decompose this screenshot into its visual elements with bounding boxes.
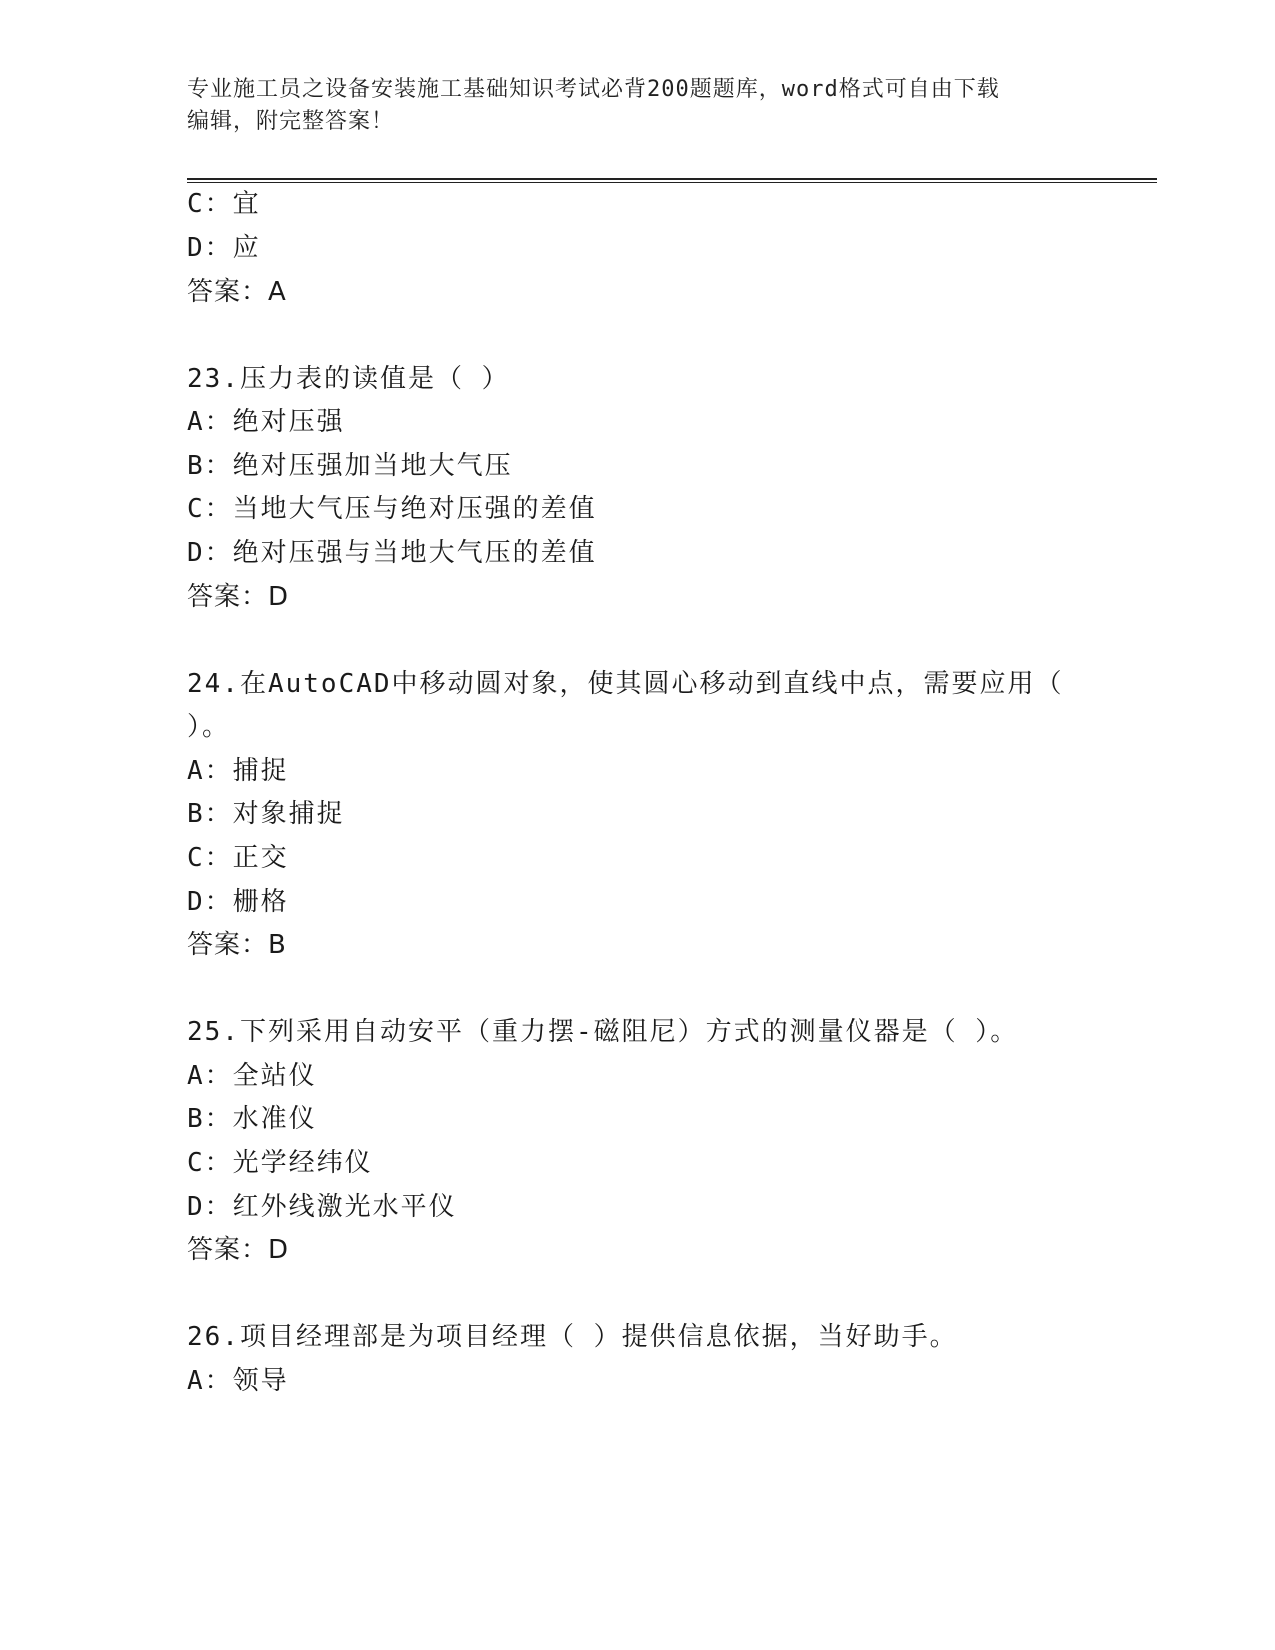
q24-question-line1: 24.在AutoCAD中移动圆对象，使其圆心移动到直线中点，需要应用（ <box>187 669 1064 699</box>
q25-option-b: B：水准仪 <box>187 1104 317 1134</box>
q25-option-a: A：全站仪 <box>187 1061 317 1091</box>
q24-answer: 答案：B <box>187 930 287 960</box>
header-title-line2: 编辑，附完整答案！ <box>187 109 395 134</box>
q23-option-b: B：绝对压强加当地大气压 <box>187 451 513 481</box>
q25-option-c: C：光学经纬仪 <box>187 1148 373 1178</box>
document-header <box>187 74 1067 138</box>
q24-option-b: B：对象捕捉 <box>187 799 345 829</box>
q23-option-c: C：当地大气压与绝对压强的差值 <box>187 494 597 524</box>
q23-option-d: D：绝对压强与当地大气压的差值 <box>187 538 597 568</box>
q22-option-d: D：应 <box>187 233 261 263</box>
q24-option-d: D：栅格 <box>187 887 289 917</box>
q25-option-d: D：红外线激光水平仪 <box>187 1192 457 1222</box>
q22-answer: 答案：A <box>187 277 287 307</box>
q22-option-c: C：宜 <box>187 189 261 219</box>
header-divider <box>187 178 1157 183</box>
header-title-line1: 专业施工员之设备安装施工基础知识考试必背200题题库，word格式可自由下载 <box>187 77 1000 102</box>
q23-question: 23.压力表的读值是（ ） <box>187 364 510 394</box>
q23-option-a: A：绝对压强 <box>187 407 345 437</box>
q24-question-line2: ）。 <box>187 712 231 742</box>
q25-answer: 答案：D <box>187 1235 290 1265</box>
q26-question: 26.项目经理部是为项目经理（ ）提供信息依据，当好助手。 <box>187 1322 958 1352</box>
q26-option-a: A：领导 <box>187 1366 289 1396</box>
q25-question: 25.下列采用自动安平（重力摆-磁阻尼）方式的测量仪器是（ ）。 <box>187 1017 1019 1047</box>
q24-option-a: A：捕捉 <box>187 756 289 786</box>
q23-answer: 答案：D <box>187 582 290 612</box>
q24-option-c: C：正交 <box>187 843 289 873</box>
